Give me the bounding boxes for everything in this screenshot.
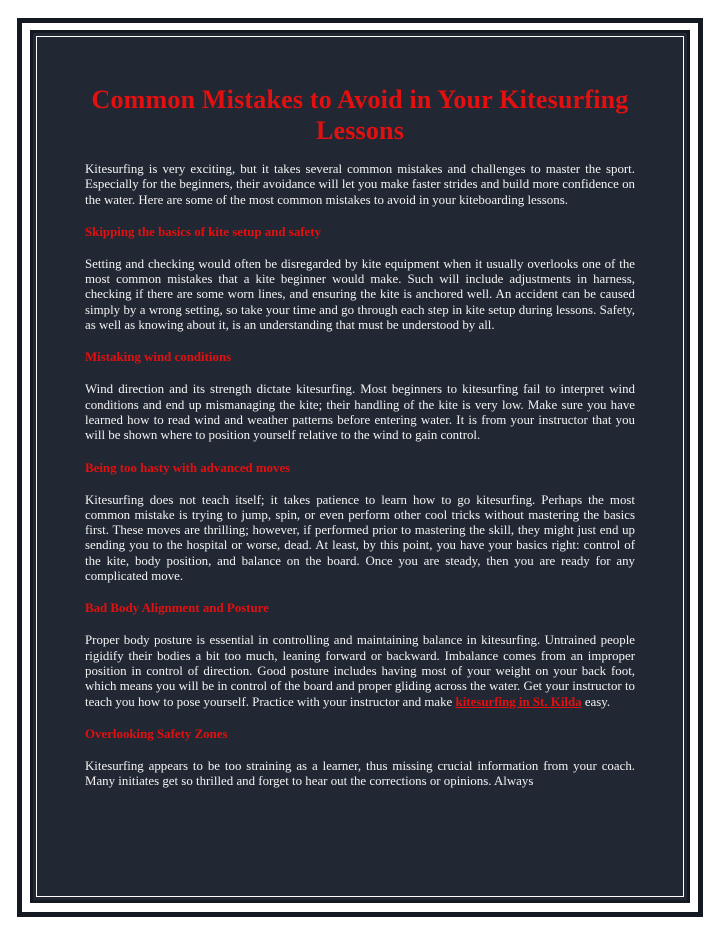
section-heading-kite-setup: Skipping the basics of kite setup and safety [85, 224, 322, 239]
section-body-body-posture [85, 633, 635, 709]
section-body-kite-setup: Setting and checking would often be disregarded by kite equipment when it usually overlooks one of the most common mistakes that a kite beginner would make. Such will include adjustments in harness, checking if there are some worn lines, and ensuring the kite is anchored well. An accident can be caused simply by a wrong setting, so take your time and go through each step in kite setup during lessons. Safety, as well as knowing about it, is an understanding that must be understood by all. [85, 256, 635, 333]
section-heading-wind-conditions: Mistaking wind conditions [85, 350, 232, 365]
intro-paragraph: Kitesurfing is very exciting, but it takes several common mistakes and challenges to master the sport. Especially for the beginners, their avoidance will let you make faster strides and build more confidence on the water. Here are some of the most common mistakes to avoid in your kiteboarding lessons. [85, 162, 635, 207]
section-heading-safety-zones: Overlooking Safety Zones [85, 726, 228, 741]
section-heading-advanced-moves: Being too hasty with advanced moves [85, 460, 291, 475]
kitesurfing-st-kilda-link[interactable]: kitesurfing in St. Kilda [455, 694, 582, 709]
section-heading-body-posture: Bad Body Alignment and Posture [85, 601, 269, 616]
article [85, 84, 635, 789]
article-title: Common Mistakes to Avoid in Your Kitesurfing Lessons [91, 85, 629, 145]
posture-text: Proper body posture is essential in controlling and maintaining balance in kitesurfing. Untrained people rigidify their bodies a bit too much, leaning forward or backward. Imbalance comes from an improper position in control of direction. Good posture includes having most of your weight on your back foot, which means you will be in control of the board and proper gliding across the water. Get your instructor to teach you how to pose yourself. Practice with your instructor and make [85, 633, 635, 709]
section-body-wind-conditions: Wind direction and its strength dictate kitesurfing. Most beginners to kitesurfing fail to interpret wind conditions and end up mismanaging the kite; their handling of the kite is very low. Make sure you have learned how to read wind and weather patterns before entering water. It is from your instructor that you will be shown where to position yourself relative to the wind to gain control. [85, 382, 635, 443]
posture-text-end: easy. [581, 694, 611, 709]
section-body-advanced-moves: Kitesurfing does not teach itself; it takes patience to learn how to go kitesurfing. Perhaps the most common mistake is trying to jump, spin, or even perform other cool tricks without mastering the basics first. These moves are thrilling; however, if performed prior to mastering the skill, they might just end up sending you to the hospital or worse, dead. At least, by this point, you have your basics right: control of the kite, body position, and balance on the board. Once you are steady, then you are ready for any complicated move. [85, 492, 635, 584]
section-body-safety-zones: Kitesurfing appears to be too straining as a learner, thus missing crucial information from your coach. Many initiates get so thrilled and forget to hear out the corrections or opinions. Always [85, 758, 635, 789]
